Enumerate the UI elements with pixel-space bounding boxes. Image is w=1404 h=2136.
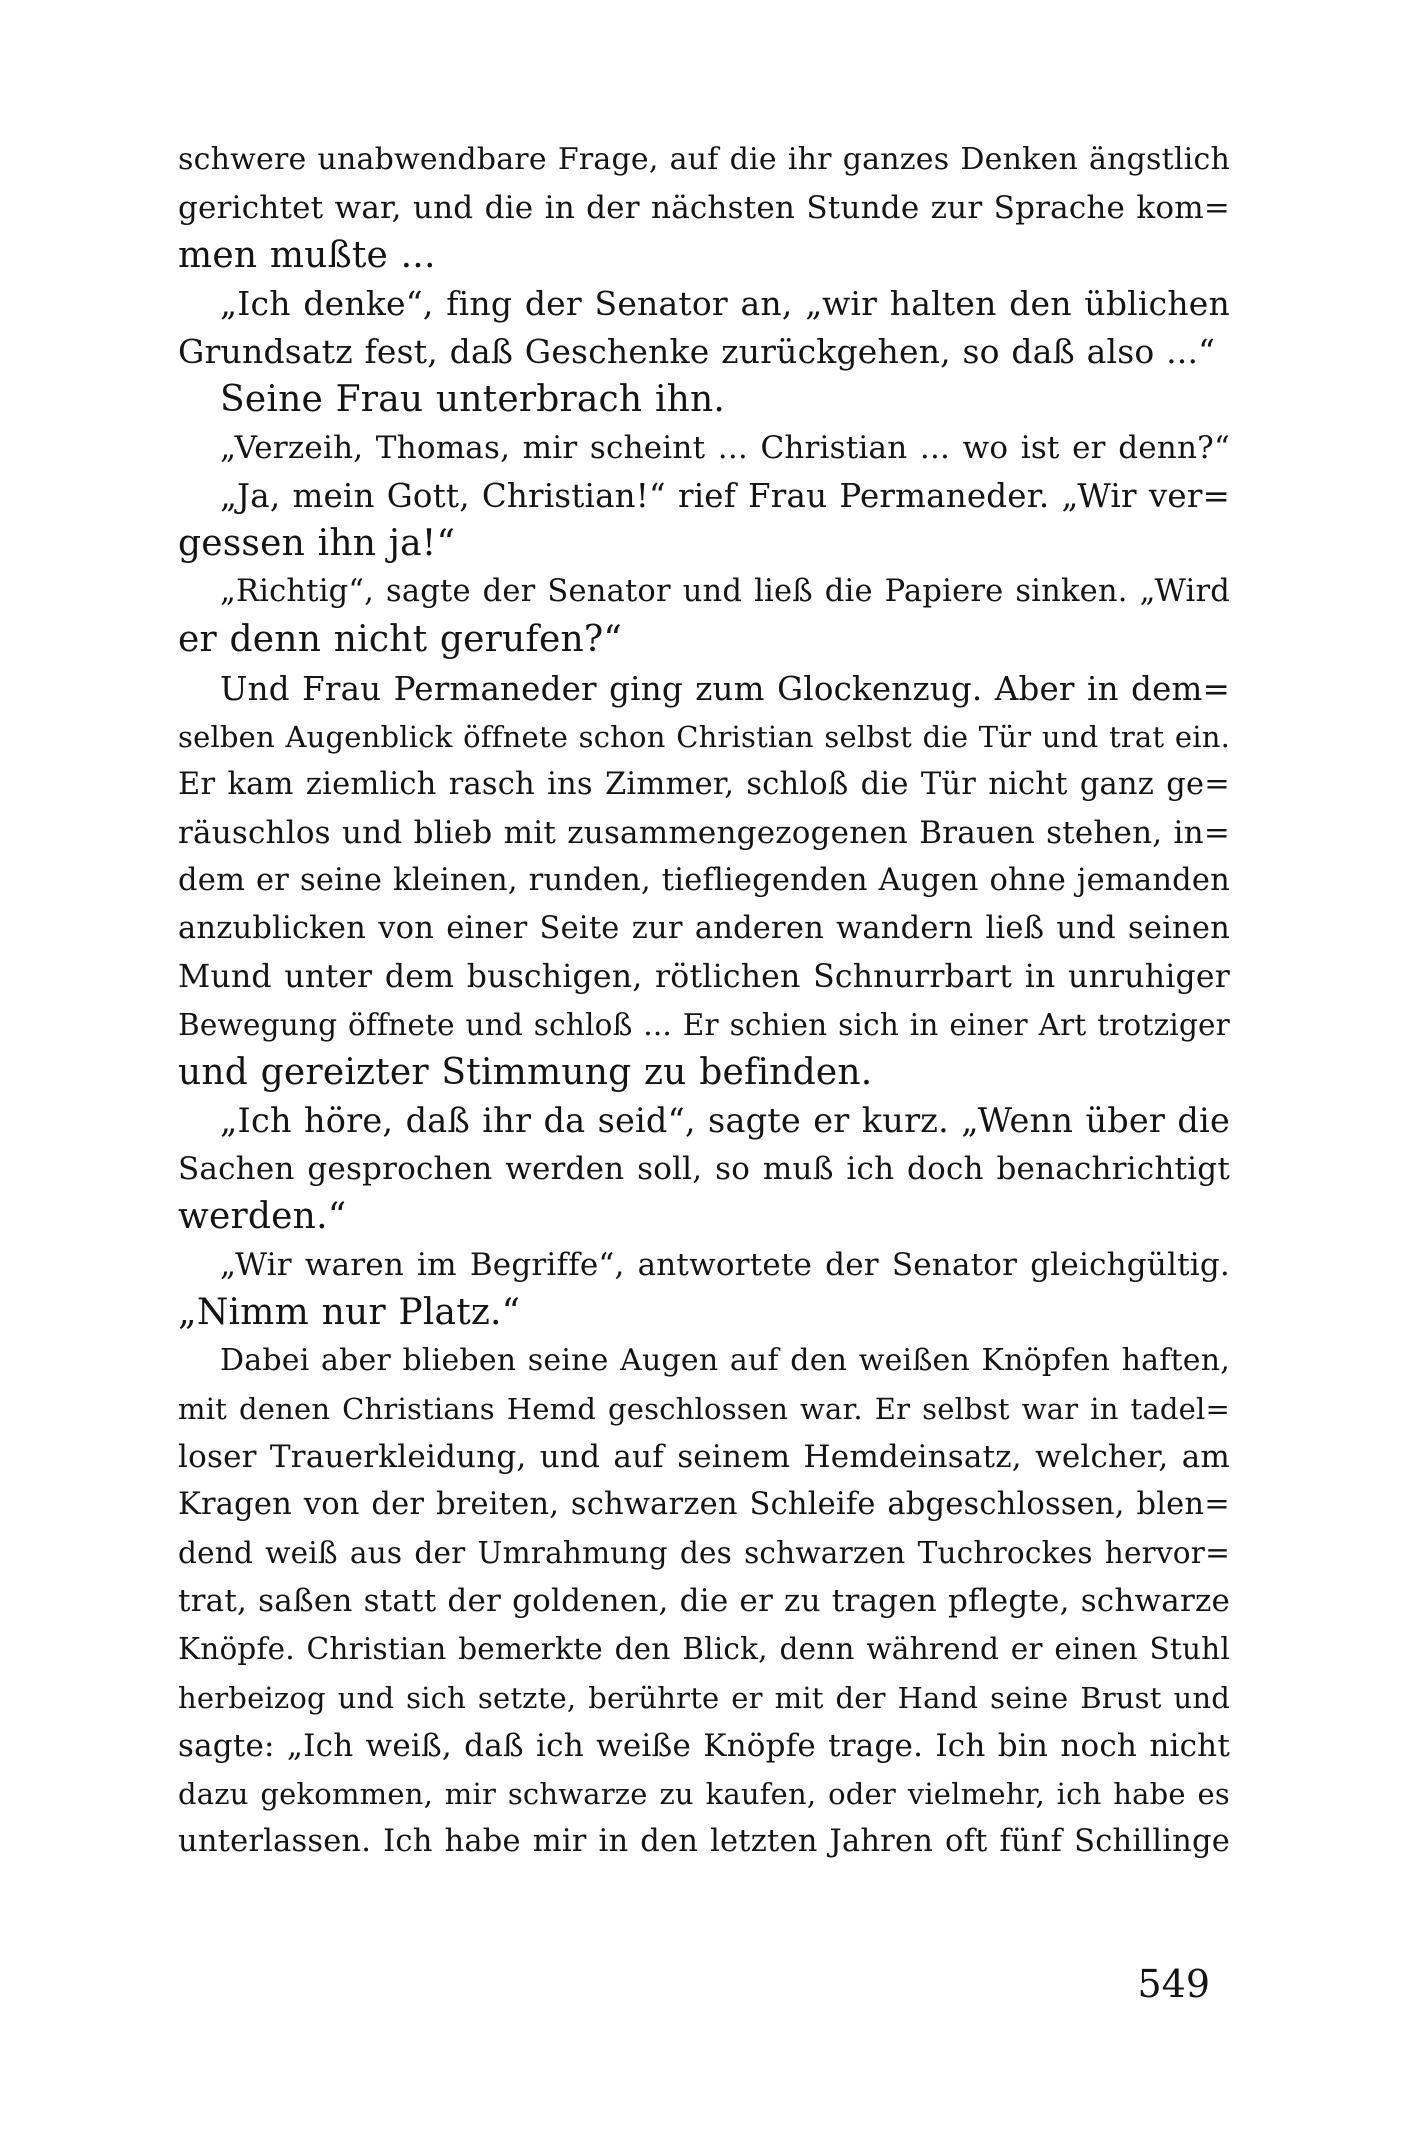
text-line: Bewegung öffnete und schloß ... Er schien sich in einer Art trotziger xyxy=(178,1007,1230,1042)
text-line: sagte: „Ich weiß, daß ich weiße Knöpfe trage. Ich bin noch nicht xyxy=(178,1727,1230,1764)
text-line: „Wir waren im Begriffe“, antwortete der Senator gleichgültig. xyxy=(220,1247,1230,1284)
text-line: räuschlos und blieb mit zusammengezogenen Brauen stehen, in= xyxy=(178,814,1230,851)
text-line: dend weiß aus der Umrahmung des schwarzen Tuchrockes hervor= xyxy=(178,1536,1230,1571)
text-line: trat, saßen statt der goldenen, die er zu tragen pflegte, schwarze xyxy=(178,1583,1231,1620)
text-line: mit denen Christians Hemd geschlossen war. Er selbst war in tadel= xyxy=(178,1392,1230,1427)
text-line: schwere unabwendbare Frage, auf die ihr ganzes Denken ängstlich xyxy=(178,142,1230,177)
text-line: selben Augenblick öffnete schon Christian selbst die Tür und trat ein. xyxy=(178,719,1230,754)
text-line: Dabei aber blieben seine Augen auf den weißen Knöpfen haften, xyxy=(220,1343,1230,1379)
text-line: Knöpfe. Christian bemerkte den Blick, denn während er einen Stuhl xyxy=(178,1632,1230,1667)
text-line: Er kam ziemlich rasch ins Zimmer, schloß die Tür nicht ganz ge= xyxy=(178,766,1230,802)
text-line: und gereizter Stimmung zu befinden. xyxy=(178,1051,873,1093)
text-line: Seine Frau unterbrach ihn. xyxy=(220,379,726,421)
text-line: Grundsatz fest, daß Geschenke zurückgehen, so daß also ...“ xyxy=(178,332,1216,372)
text-line: „Richtig“, sagte der Senator und ließ die Papiere sinken. „Wird xyxy=(220,574,1230,610)
text-line: Sachen gesprochen werden soll, so muß ich doch benachrichtigt xyxy=(178,1150,1230,1187)
text-line: „Verzeih, Thomas, mir scheint ... Christian ... wo ist er denn?“ xyxy=(220,430,1230,467)
text-line: gessen ihn ja!“ xyxy=(178,523,456,565)
text-line: „Ja, mein Gott, Christian!“ rief Frau Permaneder. „Wir ver= xyxy=(220,477,1230,516)
page-number: 549 xyxy=(1137,1962,1210,2006)
text-line: dazu gekommen, mir schwarze zu kaufen, oder vielmehr, ich habe es xyxy=(178,1776,1230,1811)
body-text xyxy=(178,136,1230,1866)
text-line: Kragen von der breiten, schwarzen Schleife abgeschlossen, blen= xyxy=(178,1487,1230,1523)
text-line: „Ich höre, daß ihr da seid“, sagte er kurz. „Wenn über die xyxy=(220,1100,1230,1140)
text-line: „Nimm nur Platz.“ xyxy=(178,1292,521,1334)
text-line: Mund unter dem buschigen, rötlichen Schnurrbart in unruhiger xyxy=(178,958,1230,995)
text-line: gerichtet war, und die in der nächsten Stunde zur Sprache kom= xyxy=(178,190,1230,227)
text-line: men mußte ... xyxy=(178,235,436,277)
text-line: dem er seine kleinen, runden, tiefliegenden Augen ohne jemanden xyxy=(178,862,1230,898)
text-line: werden.“ xyxy=(178,1196,347,1238)
text-line: er denn nicht gerufen?“ xyxy=(178,619,622,661)
text-line: anzublicken von einer Seite zur anderen wandern ließ und seinen xyxy=(178,910,1230,946)
text-line: loser Trauerkleidung, und auf seinem Hemdeinsatz, welcher, am xyxy=(178,1439,1230,1476)
text-line: unterlassen. Ich habe mir in den letzten Jahren oft fünf Schillinge xyxy=(178,1823,1230,1859)
text-line: Und Frau Permaneder ging zum Glockenzug. Aber in dem= xyxy=(220,669,1230,708)
text-line: herbeizog und sich setzte, berührte er mit der Hand seine Brust und xyxy=(178,1680,1230,1715)
text-line: „Ich denke“, fing der Senator an, „wir halten den üblichen xyxy=(220,284,1230,324)
